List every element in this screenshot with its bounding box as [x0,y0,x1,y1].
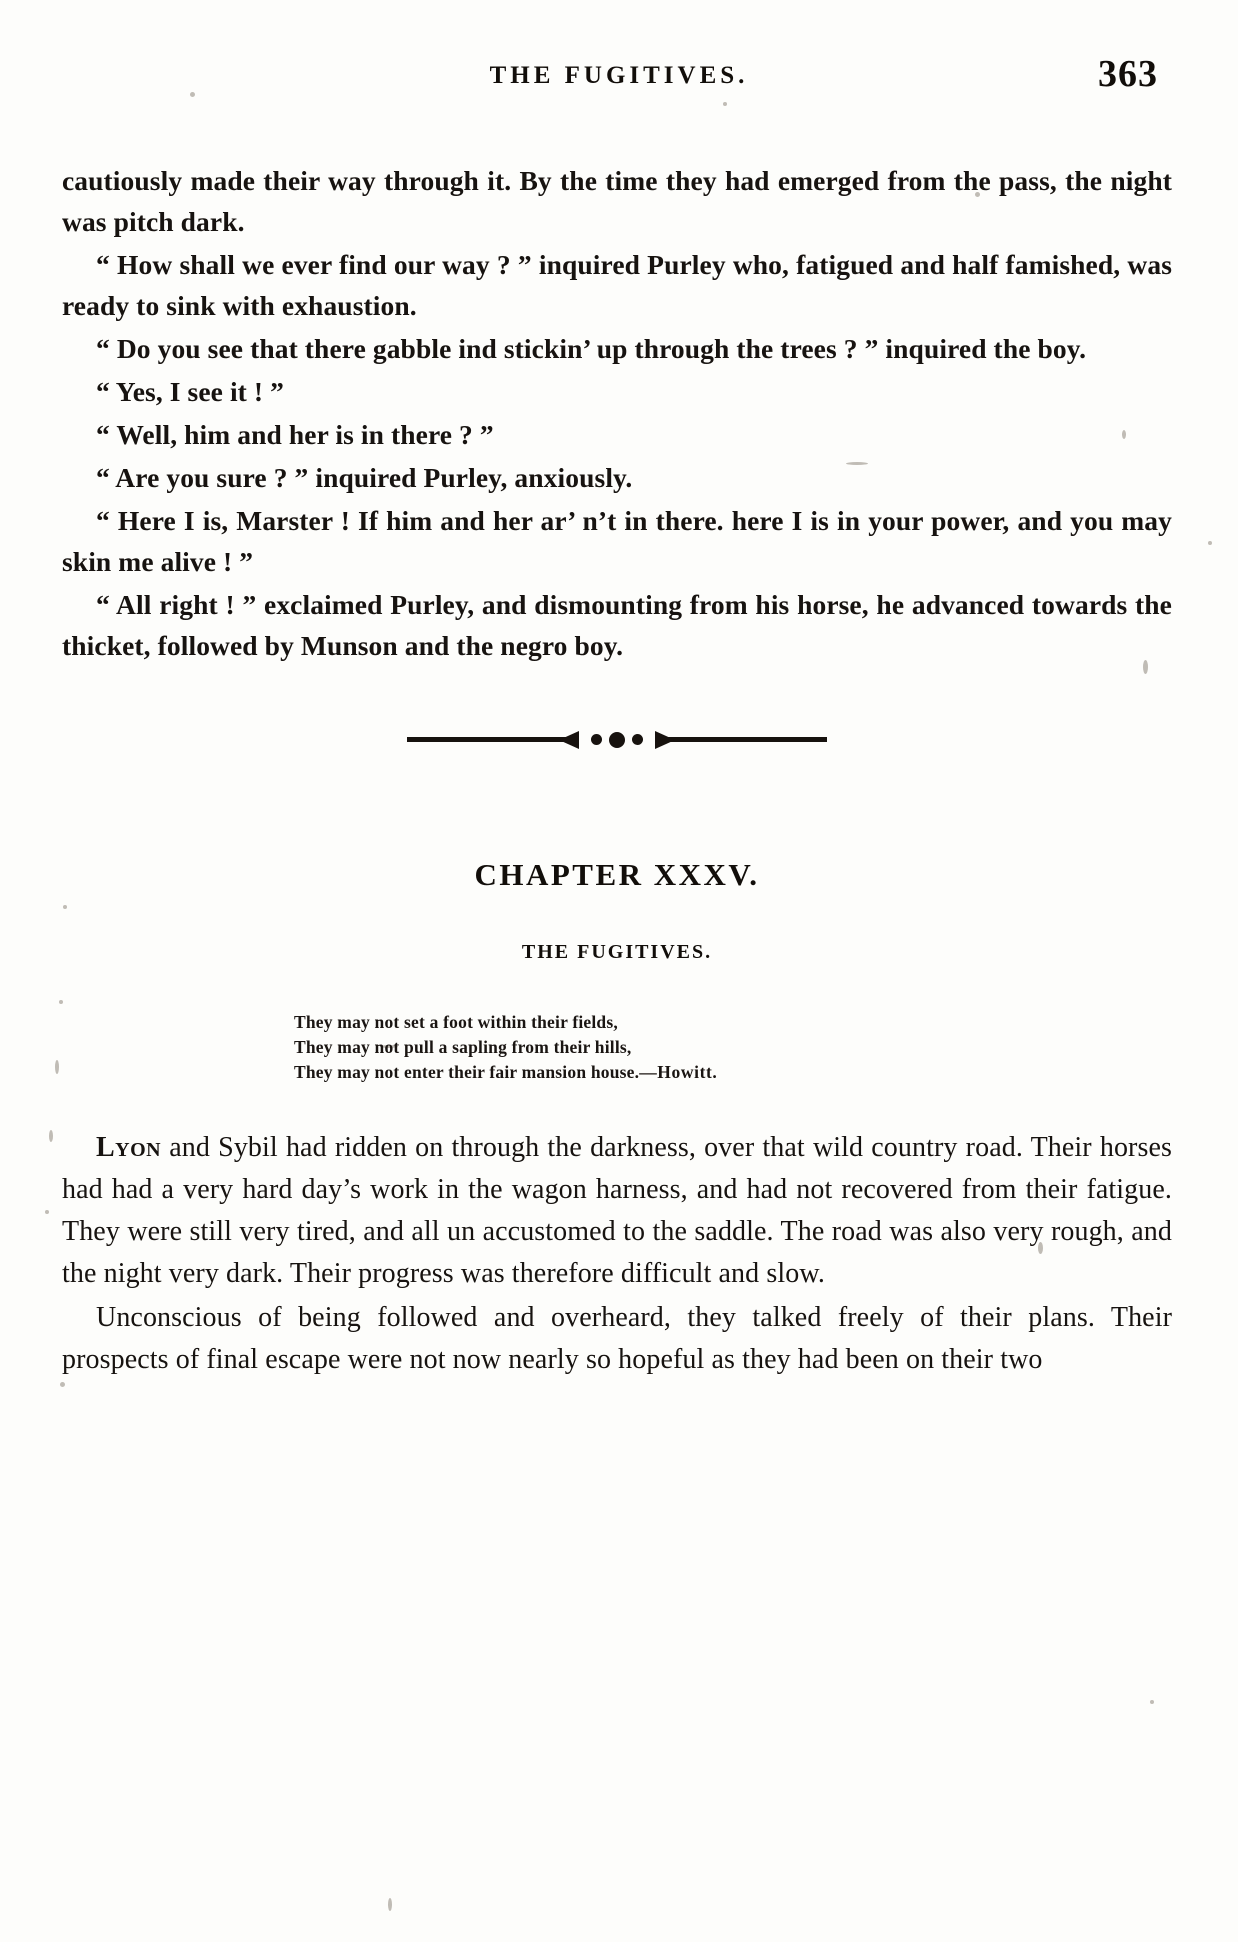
paragraph: cautiously made their way through it. By the time they had emerged from the pass, the night was pitch dark. [62,165,1172,237]
running-title: THE FUGITIVES. [489,62,749,89]
paragraph: “ Here I is, Marster ! If him and her ar’ n’t in there. here I is in your power, and you may skin me alive ! ” [62,505,1172,577]
paragraph: Unconscious of being followed and overheard, they talked freely of their plans. Their prospects of final escape were not now nearly so hopeful as they had been on their two [62,1302,1172,1375]
paragraph-text: and Sybil had ridden on through the darkness, over that wild country road. Their horses had had a very hard day’s work in the wagon harness, and had not recovered from their fatigue. They were still very tired, and all un accustomed to the saddle. The road was also very rough, and the night very dark. Their progress was therefore difficult and slow. [62,1132,1172,1289]
paragraph: “ All right ! ” exclaimed Purley, and dismounting from his horse, he advanced towards the thicket, followed by Munson and the negro boy. [62,589,1172,661]
paper-speck [49,1130,53,1142]
section-divider-ornament [407,726,827,752]
paper-speck [388,1898,392,1911]
paragraph: “ Yes, I see it ! ” [96,376,284,407]
paragraph: “ Well, him and her is in there ? ” [96,419,494,450]
page-body [62,160,1172,1383]
epigraph [294,1010,1172,1085]
epigraph-line-with-attribution [294,1060,1172,1085]
epigraph-line: They may not pull a sapling from their hills, [294,1037,632,1057]
epigraph-attribution: —Howitt. [639,1062,718,1082]
epigraph-line: They may not enter their fair mansion house. [294,1062,640,1082]
chapter-subtitle: THE FUGITIVES. [521,941,713,963]
paper-speck [45,1210,49,1214]
page-header [0,53,1238,108]
page-number: 363 [1098,53,1158,95]
chapter-title: CHAPTER XXXV. [474,857,760,892]
chapter-body [62,1127,1172,1381]
paragraph: “ How shall we ever find our way ? ” inquired Purley who, fatigued and half famished, was ready to sink with exhaustion. [62,249,1172,321]
paragraph: “ Are you sure ? ” inquired Purley, anxiously. [96,462,633,493]
paragraph-opening-smallcaps: Lyon [96,1132,162,1163]
paper-speck [1208,541,1212,545]
epigraph-line: They may not set a foot within their fields, [294,1012,618,1032]
paper-speck [55,1060,59,1074]
paragraph [62,1127,1172,1295]
paper-speck [1150,1700,1154,1704]
paragraph: “ Do you see that there gabble ind stickin’ up through the trees ? ” inquired the boy. [96,333,1087,364]
